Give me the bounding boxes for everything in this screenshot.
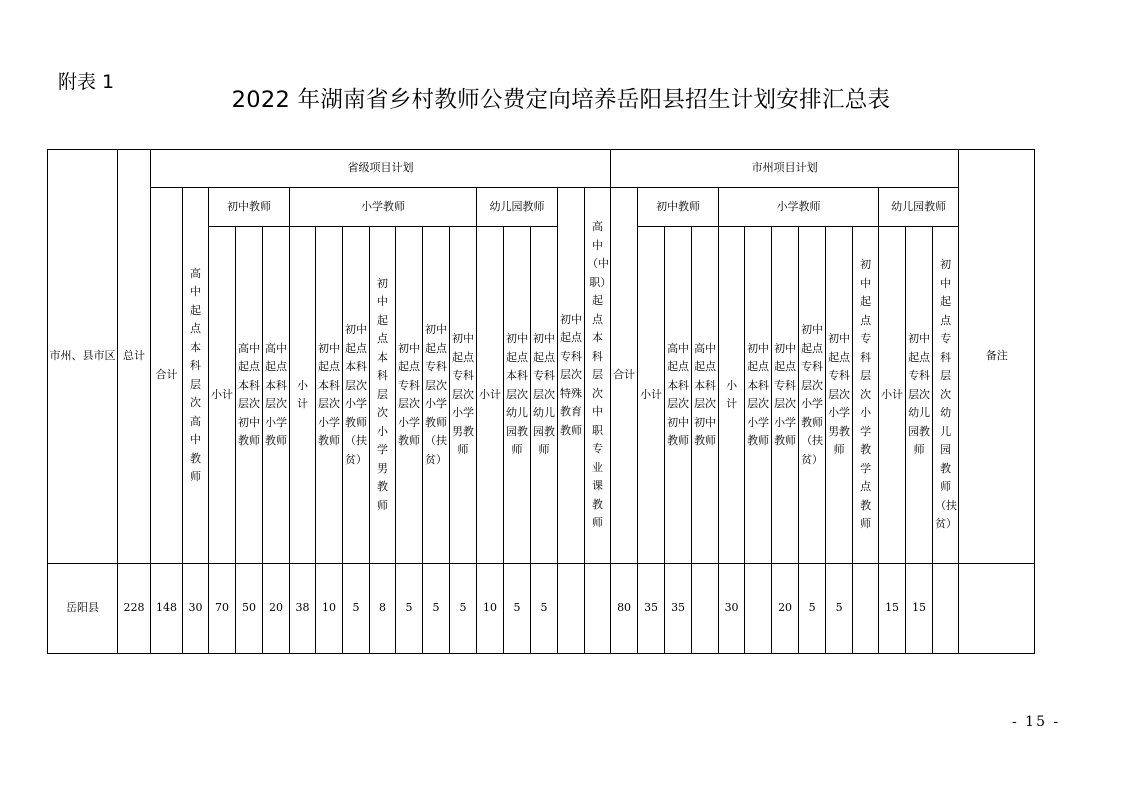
header-p-kinder-subtotal: 小计 [477,227,504,564]
header-c-primary-jr-college-points: 初中起点专科层次小学教学点教师 [853,227,879,564]
header-p-kinder-jr-college: 初中起点专科层次幼儿园教师 [531,227,558,564]
header-p-primary-jr-college: 初中起点专科层次小学教师 [396,227,423,564]
header-c-kinder-subtotal: 小计 [879,227,906,564]
cell-c-junior-hs-bachelor: 35 [665,564,692,654]
cell-p-primary-jr-college: 5 [396,564,423,654]
header-p-junior-group: 初中教师 [209,188,290,227]
header-remark: 备注 [959,150,1035,564]
cell-c-kinder-subtotal: 15 [879,564,906,654]
cell-p-kinder-jr-bachelor: 5 [504,564,531,654]
cell-p-junior-hs-bachelor: 50 [236,564,263,654]
header-c-primary-jr-college: 初中起点专科层次小学教师 [772,227,799,564]
cell-p-vocational [585,564,611,654]
cell-c-primary-jr-bachelor [745,564,772,654]
header-c-junior-hs-bachelor-2: 高中起点本科层次初中教师 [692,227,719,564]
page-number: - 15 - [1012,714,1061,730]
header-p-kinder-jr-bachelor: 初中起点本科层次幼儿园教师 [504,227,531,564]
cell-c-primary-jr-college-male: 5 [826,564,853,654]
cell-c-primary-subtotal: 30 [719,564,745,654]
cell-p-kinder-jr-college: 5 [531,564,558,654]
cell-region: 岳阳县 [48,564,118,654]
cell-p-primary-jr-college-poverty: 5 [423,564,450,654]
header-p-primary-group: 小学教师 [290,188,477,227]
header-c-kinder-jr-college: 初中起点专科层次幼儿园教师 [906,227,933,564]
annex-label: 附表 1 [58,71,115,93]
header-c-primary-jr-college-poverty: 初中起点专科层次小学教师（扶贫） [799,227,826,564]
header-p-primary-jr-bachelor-poverty: 初中起点本科层次小学教师（扶贫） [343,227,370,564]
header-total: 总计 [118,150,151,564]
cell-p-kinder-subtotal: 10 [477,564,504,654]
cell-p-junior-subtotal: 70 [209,564,236,654]
header-p-special-ed: 初中起点专科层次特殊教育教师 [558,188,585,564]
cell-p-primary-jr-bachelor-poverty: 5 [343,564,370,654]
cell-p-primary-subtotal: 38 [290,564,316,654]
cell-p-hs-bachelor-hs-teacher: 30 [183,564,209,654]
cell-c-kinder-jr-college-poverty [933,564,959,654]
header-province-plan: 省级项目计划 [151,150,611,188]
cell-c-junior-hs-bachelor-2 [692,564,719,654]
header-row-1 [48,150,1035,188]
cell-p-junior-hs-bachelor-primary: 20 [263,564,290,654]
header-region: 市州、县市区 [48,150,118,564]
cell-c-primary-jr-college-points [853,564,879,654]
cell-c-subtotal-all: 80 [611,564,638,654]
cell-c-junior-subtotal: 35 [638,564,665,654]
header-p-primary-jr-bachelor-male: 初中起点本科层次小学男教师 [370,227,396,564]
header-c-junior-subtotal: 小计 [638,227,665,564]
header-c-kinder-group: 幼儿园教师 [879,188,959,227]
header-p-subtotal-all: 合计 [151,188,183,564]
header-c-junior-group: 初中教师 [638,188,719,227]
header-city-plan: 市州项目计划 [611,150,959,188]
cell-p-primary-jr-bachelor: 10 [316,564,343,654]
header-p-vocational: 高中（中职）起点本科层次中职专业课教师 [585,188,611,564]
header-p-hs-bachelor-hs-teacher: 高中起点本科层次高中教师 [183,188,209,564]
header-c-subtotal-all: 合计 [611,188,638,564]
cell-p-subtotal-all: 148 [151,564,183,654]
header-p-junior-hs-bachelor: 高中起点本科层次初中教师 [236,227,263,564]
cell-p-primary-jr-bachelor-male: 8 [370,564,396,654]
header-c-kinder-jr-college-poverty: 初中起点专科层次幼儿园教师（扶贫） [933,227,959,564]
header-p-primary-jr-college-poverty: 初中起点专科层次小学教师（扶贫） [423,227,450,564]
header-p-primary-subtotal: 小计 [290,227,316,564]
header-row-2 [48,188,1035,227]
header-c-primary-jr-bachelor: 初中起点本科层次小学教师 [745,227,772,564]
cell-total: 228 [118,564,151,654]
cell-c-kinder-jr-college: 15 [906,564,933,654]
header-c-junior-hs-bachelor: 高中起点本科层次初中教师 [665,227,692,564]
cell-p-special-ed [558,564,585,654]
header-c-primary-jr-college-male: 初中起点专科层次小学男教师 [826,227,853,564]
cell-p-primary-jr-college-male: 5 [450,564,477,654]
cell-remark [959,564,1035,654]
header-p-junior-subtotal: 小计 [209,227,236,564]
enrollment-plan-table [47,149,1035,654]
header-p-junior-hs-bachelor-primary: 高中起点本科层次小学教师 [263,227,290,564]
header-p-primary-jr-bachelor: 初中起点本科层次小学教师 [316,227,343,564]
header-c-primary-subtotal: 小计 [719,227,745,564]
page-title: 2022 年湖南省乡村教师公费定向培养岳阳县招生计划安排汇总表 [231,87,891,113]
header-c-primary-group: 小学教师 [719,188,879,227]
table-row [48,564,1035,654]
cell-c-primary-jr-college: 20 [772,564,799,654]
header-p-primary-jr-college-male: 初中起点专科层次小学男教师 [450,227,477,564]
header-p-kinder-group: 幼儿园教师 [477,188,558,227]
cell-c-primary-jr-college-poverty: 5 [799,564,826,654]
